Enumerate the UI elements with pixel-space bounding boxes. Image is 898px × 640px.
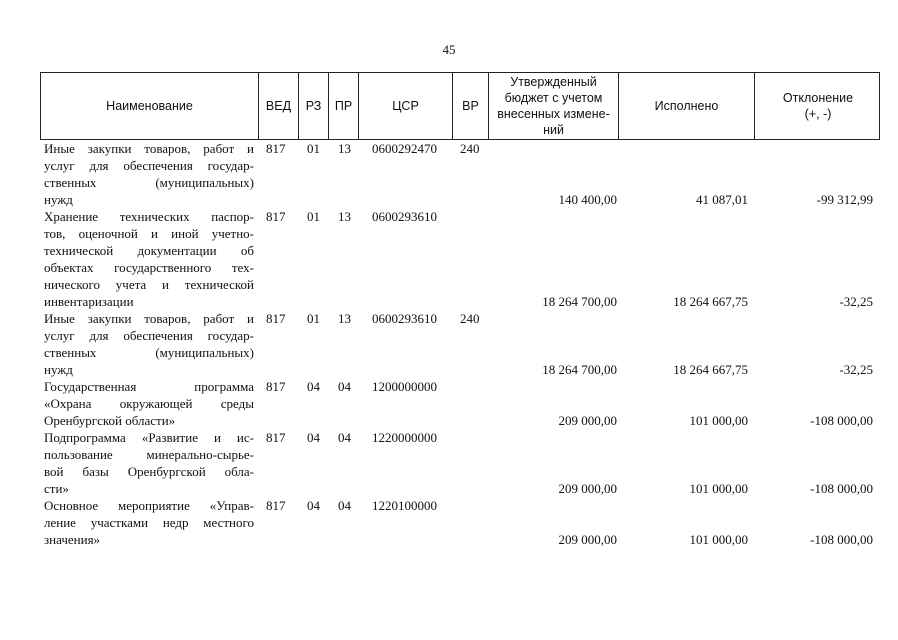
header-name-label: Наименование [106, 99, 193, 113]
row-csr: 1200000000 [372, 379, 437, 394]
row-name-line: Государственная программа [44, 379, 254, 394]
header-rz-label: РЗ [305, 99, 322, 113]
row-name-line: Хранение технических паспор- [44, 209, 254, 224]
row-ved: 817 [266, 430, 286, 445]
row-csr: 0600293610 [372, 311, 437, 326]
header-approved-line: внесенных измене- [497, 107, 610, 121]
table-row [40, 497, 880, 548]
row-deviation: -108 000,00 [810, 481, 873, 496]
table-row [40, 310, 880, 378]
row-name-line: значения» [44, 532, 101, 547]
row-deviation: -108 000,00 [810, 532, 873, 547]
row-rz: 01 [307, 209, 320, 224]
row-name [44, 310, 254, 378]
row-name-line: вой базы Оренбургской обла- [44, 464, 254, 479]
row-pr: 13 [338, 141, 351, 156]
row-rz: 01 [307, 311, 320, 326]
row-name-line: Подпрограмма «Развитие и ис- [44, 430, 254, 445]
header-pr-label: ПР [334, 99, 353, 113]
header-rz [299, 73, 329, 139]
row-rz: 04 [307, 498, 320, 513]
row-name-line: Оренбургской области» [44, 413, 176, 428]
row-name-line: услуг для обеспечения государ- [44, 328, 254, 343]
header-vr-label: ВР [462, 99, 479, 113]
row-csr: 0600293610 [372, 209, 437, 224]
row-name-line: нужд [44, 362, 73, 377]
row-approved: 209 000,00 [558, 481, 617, 496]
row-vr: 240 [460, 311, 480, 326]
row-executed: 101 000,00 [689, 481, 748, 496]
row-csr: 1220000000 [372, 430, 437, 445]
row-name [44, 208, 254, 310]
row-ved: 817 [266, 311, 286, 326]
row-name-line: Основное мероприятие «Управ- [44, 498, 254, 513]
row-name-line: нужд [44, 192, 73, 207]
row-name [44, 497, 254, 548]
row-approved: 140 400,00 [558, 192, 617, 207]
row-pr: 04 [338, 379, 351, 394]
header-csr [359, 73, 453, 139]
header-csr-label: ЦСР [392, 99, 419, 113]
header-approved [489, 73, 619, 139]
header-approved-line: бюджет с учетом [504, 91, 603, 105]
row-name-line: нического учета и технической [44, 277, 254, 292]
page-number: 45 [442, 42, 456, 57]
row-name [44, 378, 254, 429]
row-name-line: Иные закупки товаров, работ и [44, 141, 254, 156]
row-name [44, 429, 254, 497]
header-name [41, 73, 259, 139]
row-deviation: -99 312,99 [816, 192, 873, 207]
table-header [40, 72, 880, 140]
header-approved-label [497, 74, 610, 138]
header-executed [619, 73, 755, 139]
row-rz: 04 [307, 430, 320, 445]
row-executed: 101 000,00 [689, 413, 748, 428]
row-name-line: ственных (муниципальных) [44, 345, 254, 360]
row-name-line: ственных (муниципальных) [44, 175, 254, 190]
row-name-line: услуг для обеспечения государ- [44, 158, 254, 173]
row-executed: 41 087,01 [696, 192, 748, 207]
row-executed: 101 000,00 [689, 532, 748, 547]
row-name-line: инвентаризации [44, 294, 134, 309]
row-pr: 04 [338, 430, 351, 445]
row-approved: 209 000,00 [558, 413, 617, 428]
header-approved-line: Утвержденный [510, 75, 597, 89]
row-rz: 01 [307, 141, 320, 156]
row-rz: 04 [307, 379, 320, 394]
header-vr [453, 73, 489, 139]
row-approved: 209 000,00 [558, 532, 617, 547]
row-ved: 817 [266, 141, 286, 156]
row-pr: 04 [338, 498, 351, 513]
row-ved: 817 [266, 498, 286, 513]
row-name-line: Иные закупки товаров, работ и [44, 311, 254, 326]
row-name-line: технической документации об [44, 243, 254, 258]
header-deviation-line: Отклонение [782, 91, 854, 105]
row-name-line: ление участками недр местного [44, 515, 254, 530]
row-ved: 817 [266, 209, 286, 224]
header-deviation-line: (+, -) [804, 107, 832, 121]
row-approved: 18 264 700,00 [542, 294, 617, 309]
row-executed: 18 264 667,75 [673, 294, 748, 309]
row-name-line: пользование минерально-сырье- [44, 447, 254, 462]
header-deviation-label [783, 90, 853, 122]
row-deviation: -108 000,00 [810, 413, 873, 428]
table-row [40, 378, 880, 429]
table-row [40, 208, 880, 310]
row-approved: 18 264 700,00 [542, 362, 617, 377]
row-name-line: «Охрана окружающей среды [44, 396, 254, 411]
row-csr: 1220100000 [372, 498, 437, 513]
row-pr: 13 [338, 209, 351, 224]
row-csr: 0600292470 [372, 141, 437, 156]
table-row [40, 429, 880, 497]
row-executed: 18 264 667,75 [673, 362, 748, 377]
row-deviation: -32,25 [839, 294, 873, 309]
row-vr: 240 [460, 141, 480, 156]
row-ved: 817 [266, 379, 286, 394]
row-name-line: объектах государственного тех- [44, 260, 254, 275]
header-pr [329, 73, 359, 139]
row-name [44, 140, 254, 208]
header-executed-label: Исполнено [654, 99, 719, 113]
header-approved-line: ний [543, 123, 564, 137]
header-ved-label: ВЕД [265, 99, 292, 113]
row-name-line: тов, оценочной и иной учетно- [44, 226, 254, 241]
row-name-line: сти» [44, 481, 69, 496]
row-pr: 13 [338, 311, 351, 326]
header-ved [259, 73, 299, 139]
row-deviation: -32,25 [839, 362, 873, 377]
header-deviation [755, 73, 881, 139]
table-row [40, 140, 880, 208]
